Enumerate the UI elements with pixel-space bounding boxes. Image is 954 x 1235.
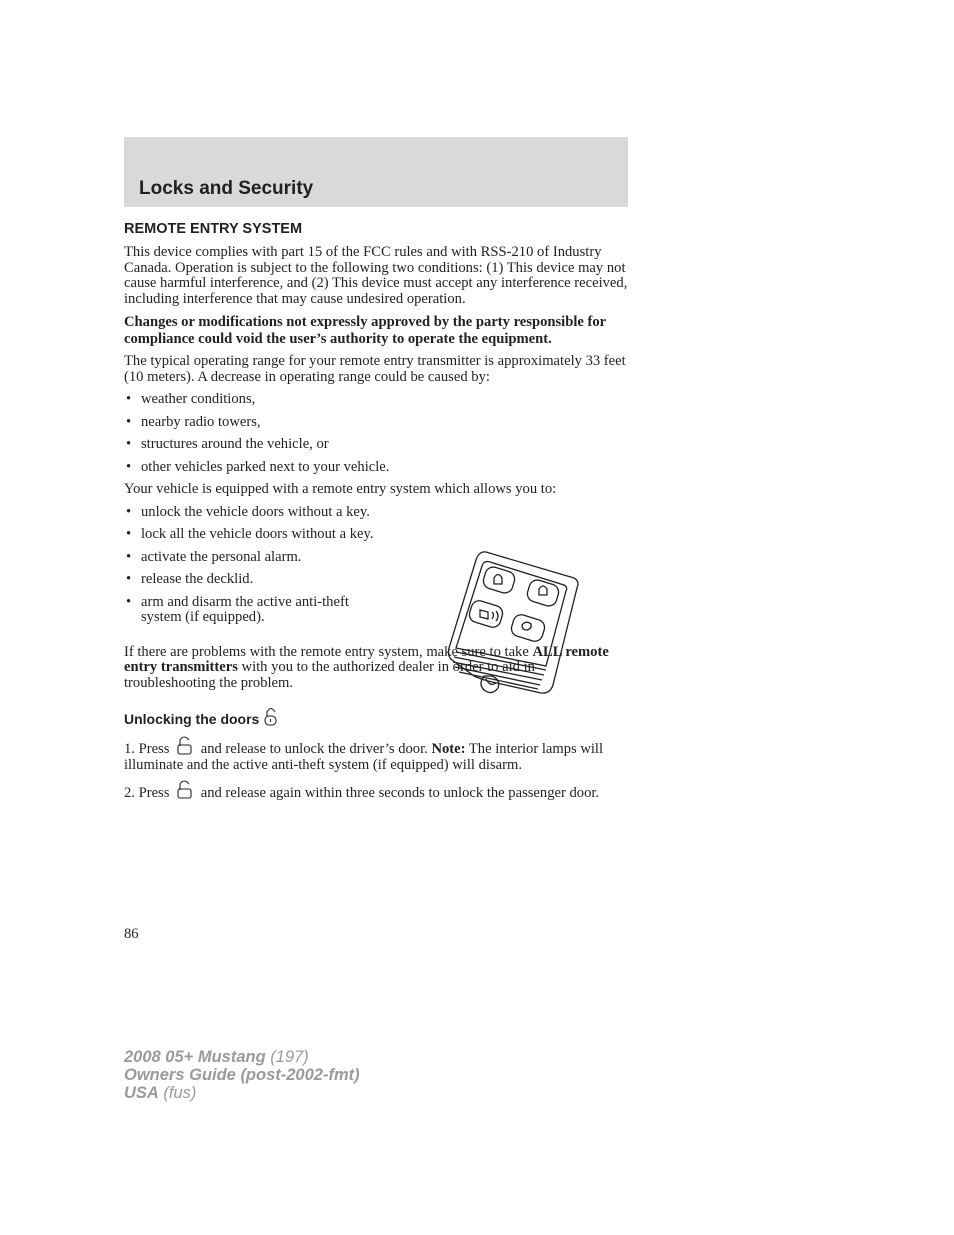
footer-line-2: Owners Guide (post-2002-fmt) [124, 1066, 360, 1084]
equipped-paragraph: Your vehicle is equipped with a remote entry system which allows you to: [124, 481, 557, 497]
step-2: 2. Press and release again within three seconds to unlock the passenger door. [124, 780, 630, 802]
list-item: • other vehicles parked next to your vehicle. [124, 460, 630, 476]
list-item: • lock all the vehicle doors without a key. [124, 527, 384, 543]
range-list [124, 392, 630, 475]
document-footer [124, 1048, 360, 1102]
chapter-title: Locks and Security [139, 178, 314, 199]
footer-line-3: USA (fus) [124, 1084, 197, 1102]
list-item: • release the decklid. [124, 572, 384, 588]
page-content [124, 220, 630, 809]
bold-emphasis: ALL remote entry transmitters [124, 643, 609, 675]
header-band [124, 137, 628, 207]
list-item: • unlock the vehicle doors without a key. [124, 505, 384, 521]
list-item: • structures around the vehicle, or [124, 437, 630, 453]
section-title: REMOTE ENTRY SYSTEM [124, 221, 303, 237]
unlock-icon [173, 736, 197, 756]
unlocking-title: Unlocking the doors [124, 707, 630, 728]
key-fob-illustration [446, 548, 581, 700]
unlock-icon [263, 707, 279, 727]
list-item: • nearby radio towers, [124, 415, 630, 431]
features-list [124, 505, 384, 633]
warning-paragraph: Changes or modifications not expressly approved by the party responsible for compliance could void the user’s authority to operate the equipment. [124, 314, 606, 347]
fcc-paragraph: This device complies with part 15 of the FCC rules and with RSS-210 of Industry Canada. Operation is subject to the following two conditions: (1) This device may not cause harmful interference, and (2) This device must accept any interference received, including interference that may cause undesired operation. [124, 244, 628, 307]
step-1: 1. Press and release to unlock the driver’s door. Note: The interior lamps will illuminate and the active anti-theft system (if equipped) will disarm. [124, 736, 630, 773]
troubleshooting-paragraph: If there are problems with the remote entry system, make sure to take ALL remote entry transmitters with you to the authorized dealer in order to aid in troubleshooting the problem. [124, 643, 609, 691]
list-item: • weather conditions, [124, 392, 630, 408]
list-item: • arm and disarm the active anti-theft system (if equipped). [124, 595, 384, 626]
list-item: • activate the personal alarm. [124, 550, 384, 566]
page-number: 86 [124, 926, 139, 942]
unlock-icon [173, 780, 197, 800]
note-label: Note: [431, 741, 466, 757]
range-paragraph: The typical operating range for your remote entry transmitter is approximately 33 feet (10 meters). A decrease in operating range could be caused by: [124, 353, 626, 385]
footer-line-1: 2008 05+ Mustang (197) [124, 1048, 309, 1066]
